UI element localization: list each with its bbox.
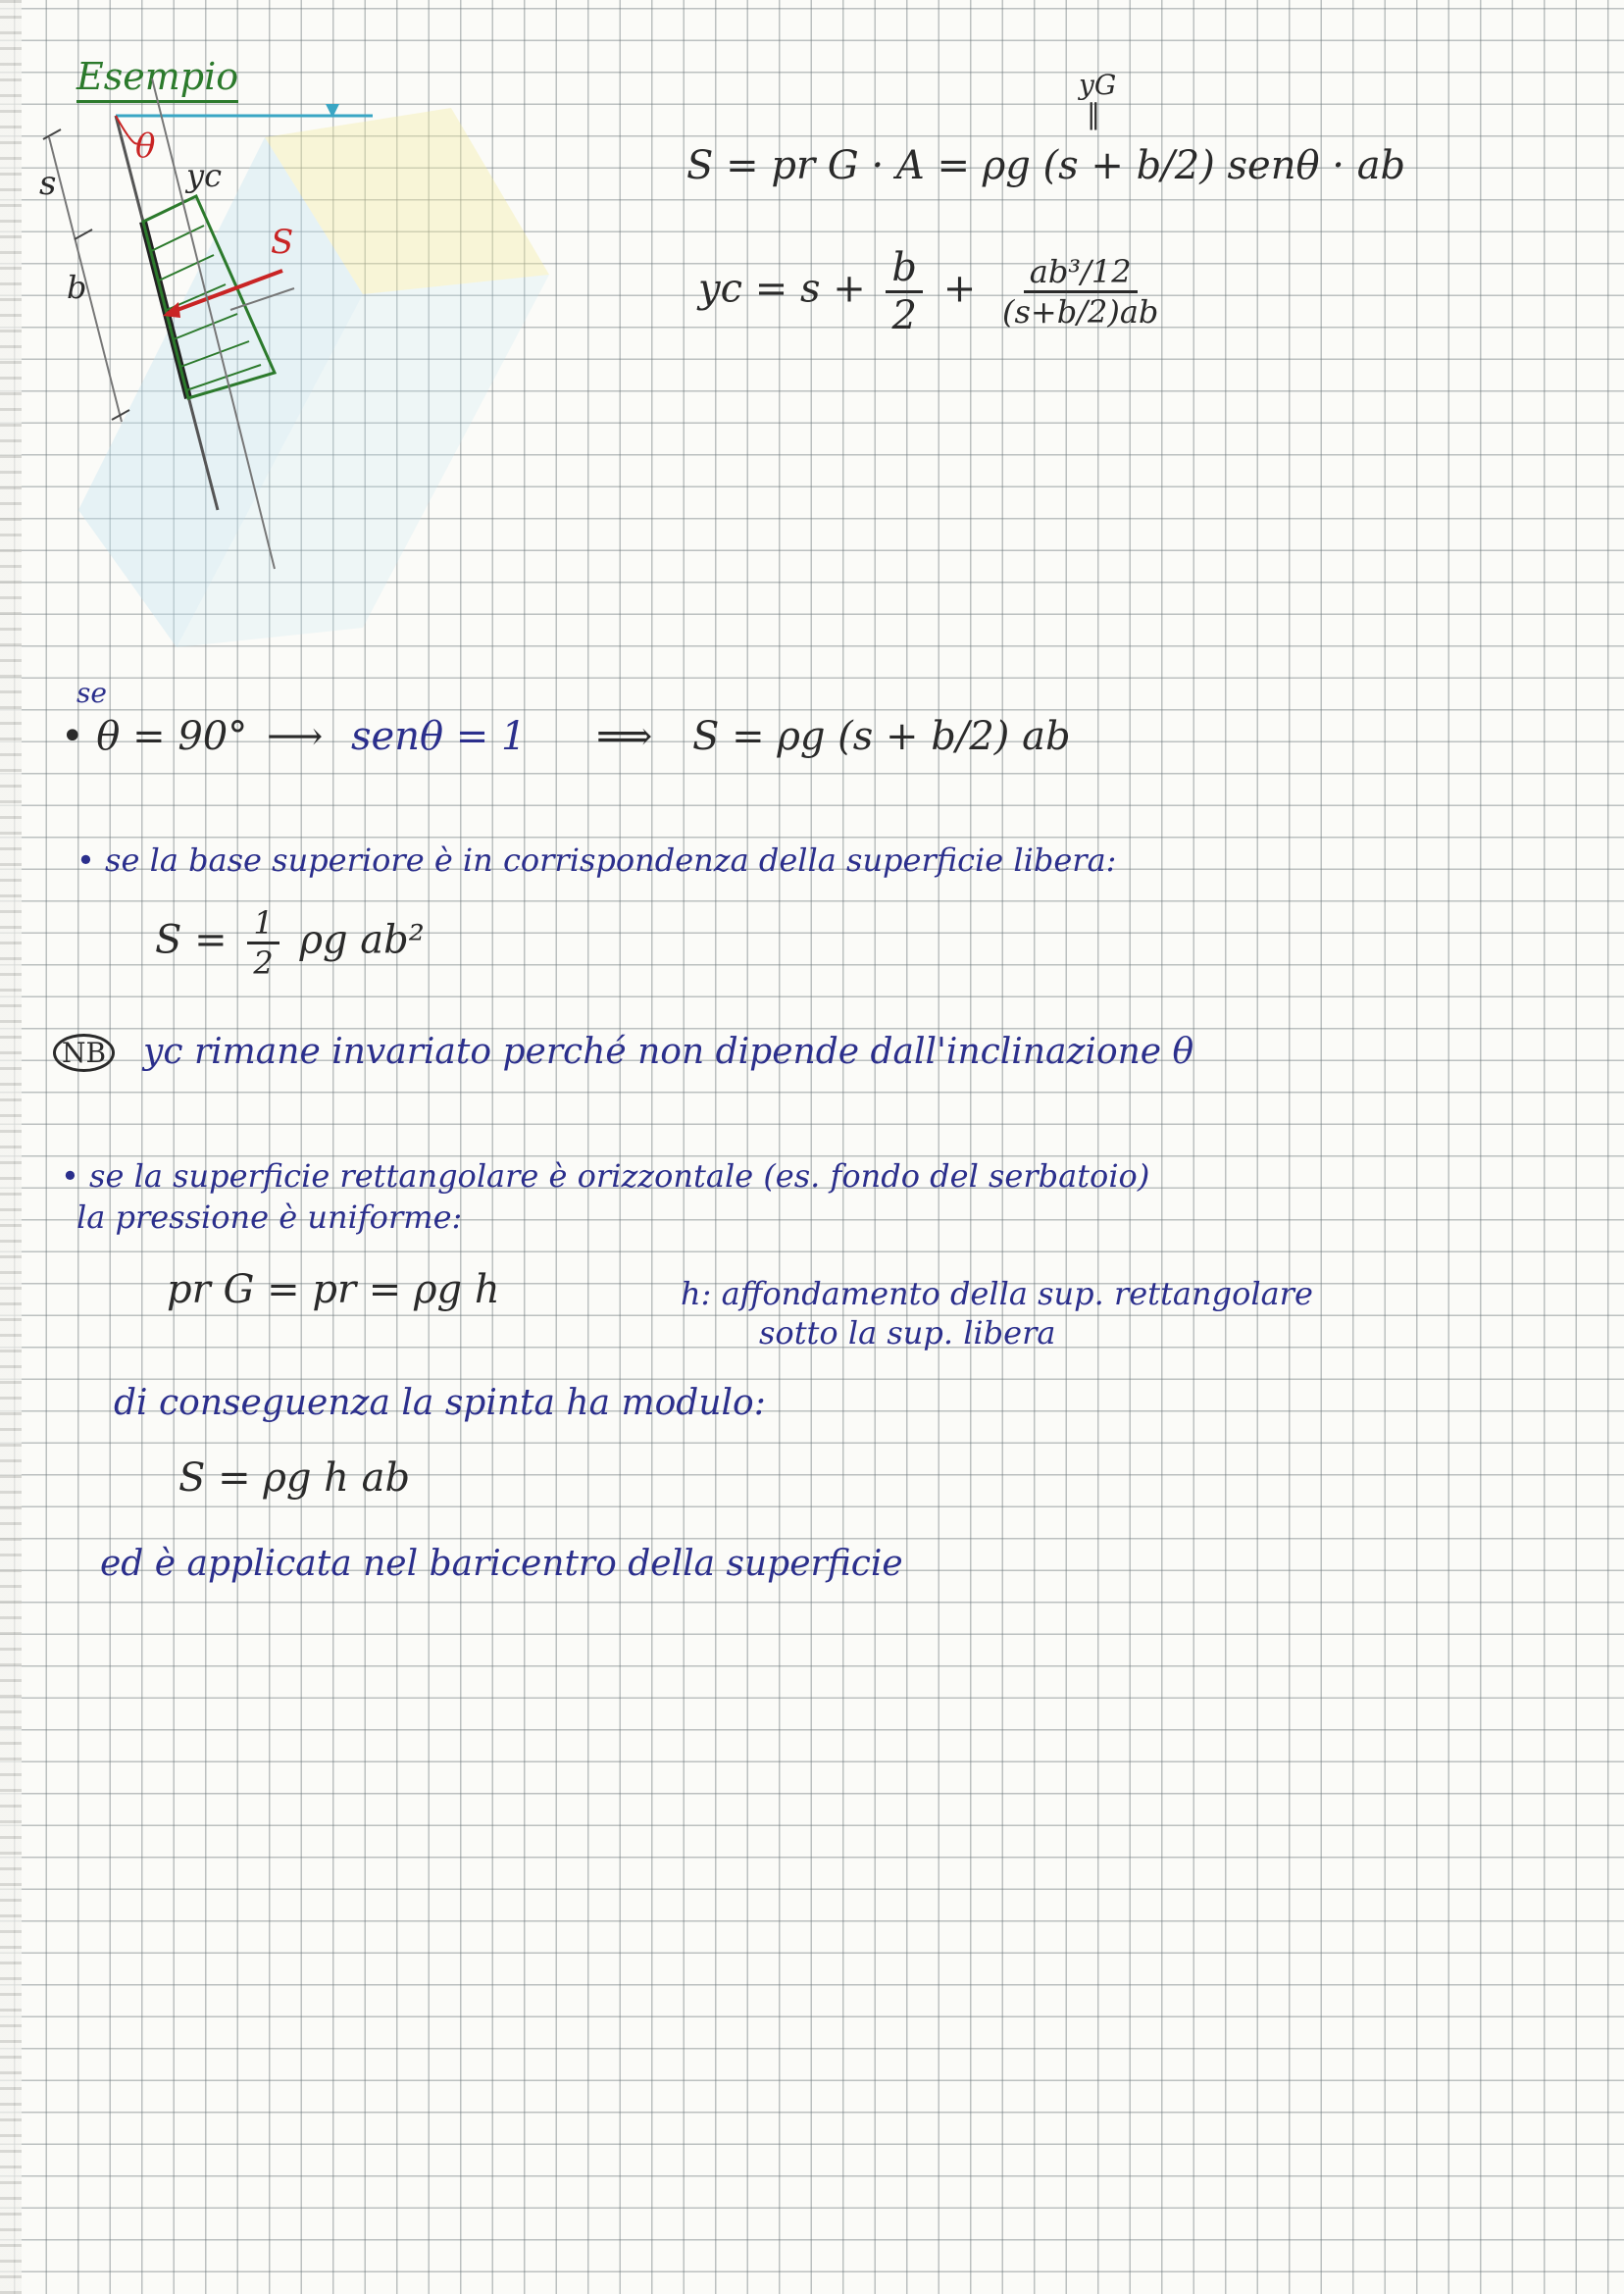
case3-line4: ed è applicata nel baricentro della superficie [100,1544,903,1584]
eq2-frac2 [996,253,1164,331]
eq1-lhs: S = pr G · A = ρg ( [686,143,1059,188]
eq1-rhs: ) senθ · ab [1199,143,1406,188]
case3-line3: di conseguenza la spinta ha modulo: [114,1383,766,1423]
case3-h-note-1: h: affondamento della sup. rettangolare [681,1275,1313,1312]
case3-h-note-2: sotto la sup. libera [759,1314,1056,1351]
inclined-surface-diagram [39,78,392,667]
case1-arrow1: ⟶ [267,714,324,759]
equation-spinta [686,143,1405,188]
nb-text: yc rimane invariato perché non dipende dall'inclinazione θ [143,1032,1194,1072]
case2-prefix: S = [155,917,228,963]
case1-condition: • θ = 90° [61,714,248,759]
case1-arrow2: ⟹ [596,714,653,759]
nb-badge-label: NB [53,1034,115,1072]
eq2-frac1-den: 2 [891,293,917,338]
case3-line1: • se la superficie rettangolare è orizzontale (es. fondo del serbatoio) [61,1157,1150,1195]
case1-se: se [76,677,107,709]
equation-yc [698,245,1172,338]
eq2-frac1-num: b [886,245,923,293]
nb-badge [53,1034,115,1072]
case2-formula [155,904,425,982]
eq2-frac2-num: ab³/12 [1024,253,1138,293]
b-label: b [67,269,87,306]
case3-formula2: S = ρg h ab [178,1455,411,1501]
yg-label: yG [1079,69,1117,101]
case2-text: • se la base superiore è in corrispondenza della superficie libera: [76,841,1117,879]
case1-sen: senθ = 1 [351,714,527,759]
case2-frac [247,904,279,982]
eq2-frac2-den: (s+b/2)ab [1001,293,1159,331]
yg-equals-mark: ‖ [1087,98,1100,130]
force-label: S [271,223,294,262]
case2-frac-den: 2 [253,944,274,982]
eq2-plus: + [942,266,977,312]
resultant-force-arrow [167,271,282,314]
binding-edge [0,0,22,2294]
eq1-mid: s + b/2 [1058,143,1200,188]
case3-formula: pr G = pr = ρg h [167,1267,500,1312]
case2-frac-num: 1 [247,904,279,944]
example-title: Esempio [76,55,238,103]
yc-label: yc [186,157,222,194]
eq2-frac1 [886,245,923,338]
case3-line2: la pressione è uniforme: [76,1198,463,1236]
eq2-lhs: yc = s + [698,266,866,312]
case1-result: S = ρg (s + b/2) ab [692,714,1071,759]
case2-suffix: ρg ab² [299,917,425,963]
angle-label: θ [135,127,156,166]
s-label: s [39,164,57,203]
